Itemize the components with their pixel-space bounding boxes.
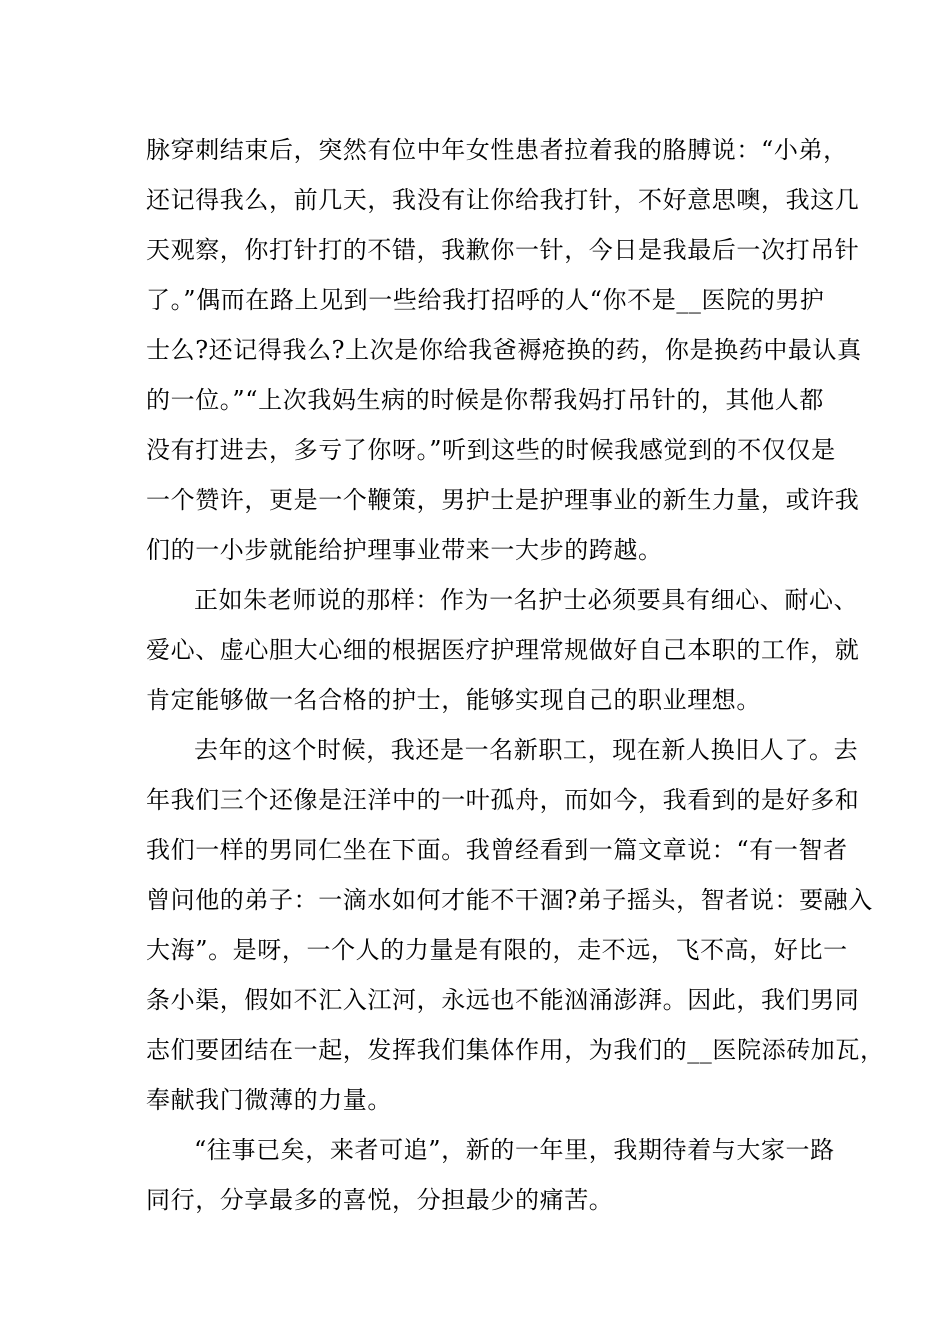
paragraph-1-line-6: 的一位。”“上次我妈生病的时候是你帮我妈打吊针的，其他人都: [146, 386, 824, 414]
paragraph-1-line-7: 没有打进去，多亏了你呀。”听到这些的时候我感觉到的不仅仅是: [146, 436, 836, 464]
paragraph-4-line-1: “往事已矣，来者可追”，新的一年里，我期待着与大家一路: [194, 1136, 835, 1164]
paragraph-1-line-9: 们的一小步就能给护理事业带来一大步的跨越。: [146, 536, 663, 564]
paragraph-3-line-8: 奉献我门微薄的力量。: [146, 1086, 392, 1114]
paragraph-3-line-5: 大海”。是呀，一个人的力量是有限的，走不远，飞不高，好比一: [146, 936, 848, 964]
paragraph-3-line-7: 志们要团结在一起，发挥我们集体作用，为我们的__医院添砖加瓦，: [146, 1036, 885, 1064]
paragraph-3-line-6: 条小渠，假如不汇入江河，永远也不能汹涌澎湃。因此，我们男同: [146, 986, 860, 1014]
paragraph-1-line-3: 天观察，你打针打的不错，我歉你一针，今日是我最后一次打吊针: [146, 236, 860, 264]
paragraph-1-line-5: 士么?还记得我么?上次是你给我爸褥疮换的药，你是换药中最认真: [146, 336, 862, 364]
paragraph-3-line-3: 我们一样的男同仁坐在下面。我曾经看到一篇文章说：“有一智者: [146, 836, 848, 864]
paragraph-2-line-3: 肯定能够做一名合格的护士，能够实现自己的职业理想。: [146, 686, 761, 714]
paragraph-4-line-2: 同行，分享最多的喜悦，分担最少的痛苦。: [146, 1186, 614, 1214]
paragraph-1-line-2: 还记得我么，前几天，我没有让你给我打针，不好意思噢，我这几: [146, 186, 860, 214]
paragraph-3-line-2: 年我们三个还像是汪洋中的一叶孤舟，而如今，我看到的是好多和: [146, 786, 860, 814]
paragraph-1-line-4: 了。”偶而在路上见到一些给我打招呼的人“你不是__医院的男护: [146, 286, 825, 314]
paragraph-3-line-1: 去年的这个时候，我还是一名新职工，现在新人换旧人了。去: [194, 736, 859, 764]
paragraph-1-line-1: 脉穿刺结束后，突然有位中年女性患者拉着我的胳膊说：“小弟，: [146, 136, 848, 164]
paragraph-2-line-1: 正如朱老师说的那样：作为一名护士必须要具有细心、耐心、: [194, 586, 859, 614]
paragraph-3-line-4: 曾问他的弟子：一滴水如何才能不干涸?弟子摇头，智者说：要融入: [146, 886, 873, 914]
paragraph-2-line-2: 爱心、虚心胆大心细的根据医疗护理常规做好自己本职的工作，就: [146, 636, 860, 664]
paragraph-1-line-8: 一个赞许，更是一个鞭策，男护士是护理事业的新生力量，或许我: [146, 486, 860, 514]
